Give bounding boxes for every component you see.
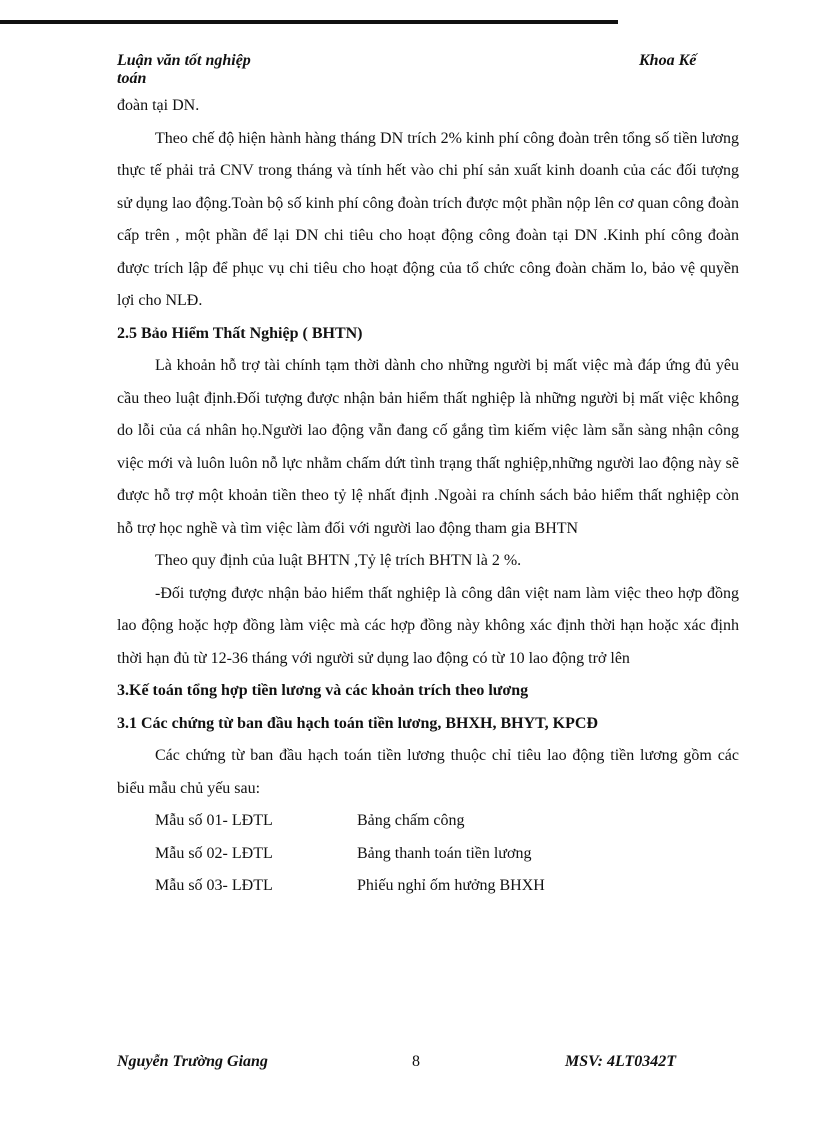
heading-3-1: 3.1 Các chứng từ ban đầu hạch toán tiền lương, BHXH, BHYT, KPCĐ <box>117 714 598 732</box>
paragraph-documents-intro: Các chứng từ ban đầu hạch toán tiền lương thuộc chỉ tiêu lao động tiền lương gồm các biểu mẫu chủ yếu sau: <box>117 747 739 797</box>
paragraph-kpcd: Theo chế độ hiện hành hàng tháng DN trích 2% kinh phí công đoàn trên tổng số tiền lương thực tế phải trả CNV trong tháng và tính hết vào chi phí sản xuất kinh doanh của các đối tượng sử dụng lao động.Toàn bộ số kinh phí công đoàn trích được một phần nộp lên cơ quan công đoàn cấp trên , một phần để lại DN chi tiêu cho hoạt động công đoàn tại DN .Kinh phí công đoàn được trích lập để phục vụ chi tiêu cho hoạt động của tổ chức công đoàn chăm lo, bảo vệ quyền lợi cho NLĐ. <box>117 129 739 309</box>
page-number: 8 <box>412 1053 420 1070</box>
form-row <box>155 838 739 871</box>
form-name: Phiếu nghỉ ốm hưởng BHXH <box>357 877 545 894</box>
header-faculty: Khoa Kế <box>639 52 697 69</box>
forms-list <box>155 805 739 903</box>
header-faculty-continuation: toán <box>117 70 147 87</box>
header-thesis-title: Luận văn tốt nghiệp <box>117 52 251 69</box>
paragraph-bhtn-definition: Là khoản hỗ trợ tài chính tạm thời dành cho những người bị mất việc mà đáp ứng đủ yêu cầu theo luật định.Đối tượng được nhận bản hiểm thất nghiệp là những người bị mất việc không do lỗi của cá nhân họ.Người lao động vẫn đang cố gắng tìm kiếm việc làm sẵn sàng nhận công việc mới và luôn luôn nỗ lực nhằm chấm dứt tình trạng thất nghiệp,những người lao động này sẽ được hỗ trợ một khoản tiền theo tỷ lệ nhất định .Ngoài ra chính sách bảo hiểm thất nghiệp còn hỗ trợ học nghề và tìm việc làm đối với người lao động tham gia BHTN <box>117 357 739 537</box>
form-row <box>155 870 739 903</box>
form-code: Mẫu số 03- LĐTL <box>155 877 273 894</box>
header-rule <box>0 20 618 24</box>
form-code: Mẫu số 02- LĐTL <box>155 844 273 862</box>
heading-2-5: 2.5 Bảo Hiểm Thất Nghiệp ( BHTN) <box>117 324 363 342</box>
paragraph-bhtn-eligibility: -Đối tượng được nhận bảo hiểm thất nghiệp là công dân việt nam làm việc theo hợp đồng lao động hoặc hợp đồng làm việc mà các hợp đồng này không xác định thời hạn hoặc xác định thời hạn đủ từ 12-36 tháng với người sử dụng lao động có từ 10 lao động trở lên <box>117 584 739 667</box>
form-row <box>155 805 739 838</box>
page-body <box>117 90 739 903</box>
footer-student-id: MSV: 4LT0342T <box>565 1053 676 1070</box>
paragraph-continued: đoàn tại DN. <box>117 97 200 114</box>
heading-3: 3.Kế toán tổng hợp tiền lương và các khoản trích theo lương <box>117 682 529 699</box>
paragraph-bhtn-rate: Theo quy định của luật BHTN ,Tỷ lệ trích BHTN là 2 %. <box>155 552 522 569</box>
form-code: Mẫu số 01- LĐTL <box>155 812 273 829</box>
footer-author: Nguyễn Trường Giang <box>117 1053 268 1070</box>
form-name: Bảng thanh toán tiền lương <box>357 844 532 862</box>
form-name: Bảng chấm công <box>357 812 465 829</box>
